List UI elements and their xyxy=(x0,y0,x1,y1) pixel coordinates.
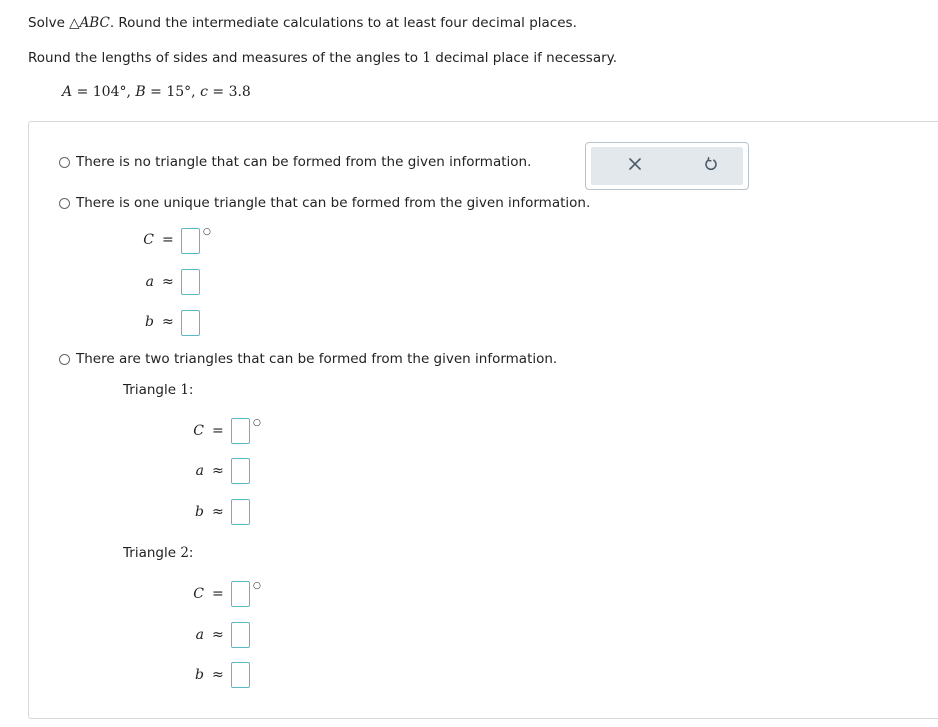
approx-sign: ≈ xyxy=(162,274,174,290)
degree-mark: ○ xyxy=(203,227,211,237)
toolbox-background xyxy=(591,147,743,185)
approx-sign: ≈ xyxy=(212,463,224,479)
undo-icon xyxy=(704,157,718,176)
answer-box-C[interactable] xyxy=(181,228,200,254)
label-no-triangle: There is no triangle that can be formed from the given information. xyxy=(76,154,532,170)
t2-answer-box-b[interactable] xyxy=(231,662,250,688)
var-C: C xyxy=(143,232,154,248)
triangle-1-label: Triangle 1: xyxy=(123,382,194,398)
approx-sign: ≈ xyxy=(212,667,224,683)
radio-no-triangle[interactable] xyxy=(59,157,70,168)
approx-sign: ≈ xyxy=(212,504,224,520)
t1-answer-box-a[interactable] xyxy=(231,458,250,484)
instruction-line: Solve △ABC. Round the intermediate calculations to at least four decimal places. xyxy=(28,15,577,31)
label-one-triangle: There is one unique triangle that can be formed from the given information. xyxy=(76,195,591,211)
t2-var-C: C xyxy=(193,586,204,602)
degree-mark: ○ xyxy=(253,418,261,428)
t1-var-a: a xyxy=(195,463,204,479)
answer-box-a[interactable] xyxy=(181,269,200,295)
undo-button[interactable] xyxy=(681,147,741,185)
t2-var-a: a xyxy=(195,627,204,643)
t1-var-C: C xyxy=(193,423,204,439)
rounding-line: Round the lengths of sides and measures of the angles to 1 decimal place if necessary. xyxy=(28,50,618,66)
triangle-name: ABC xyxy=(79,15,110,31)
given-values: A = 104°, B = 15°, c = 3.8 xyxy=(62,84,251,100)
t1-answer-box-b[interactable] xyxy=(231,499,250,525)
triangle-2-label: Triangle 2: xyxy=(123,545,194,561)
approx-sign: ≈ xyxy=(212,627,224,643)
label-two-triangles: There are two triangles that can be formed from the given information. xyxy=(76,351,558,367)
t2-answer-box-C[interactable] xyxy=(231,581,250,607)
t1-var-b: b xyxy=(195,504,204,520)
degree-mark: ○ xyxy=(253,581,261,591)
t2-var-b: b xyxy=(195,667,204,683)
t1-answer-box-C[interactable] xyxy=(231,418,250,444)
answer-box-b[interactable] xyxy=(181,310,200,336)
answer-toolbox xyxy=(585,142,749,190)
equals-sign: = xyxy=(212,586,224,602)
equals-sign: = xyxy=(162,232,174,248)
x-icon xyxy=(629,158,641,174)
var-b: b xyxy=(145,314,154,330)
var-a: a xyxy=(145,274,154,290)
radio-two-triangles[interactable] xyxy=(59,354,70,365)
triangle-symbol: △ xyxy=(69,15,80,31)
approx-sign: ≈ xyxy=(162,314,174,330)
equals-sign: = xyxy=(212,423,224,439)
clear-button[interactable] xyxy=(605,147,665,185)
radio-one-triangle[interactable] xyxy=(59,198,70,209)
t2-answer-box-a[interactable] xyxy=(231,622,250,648)
